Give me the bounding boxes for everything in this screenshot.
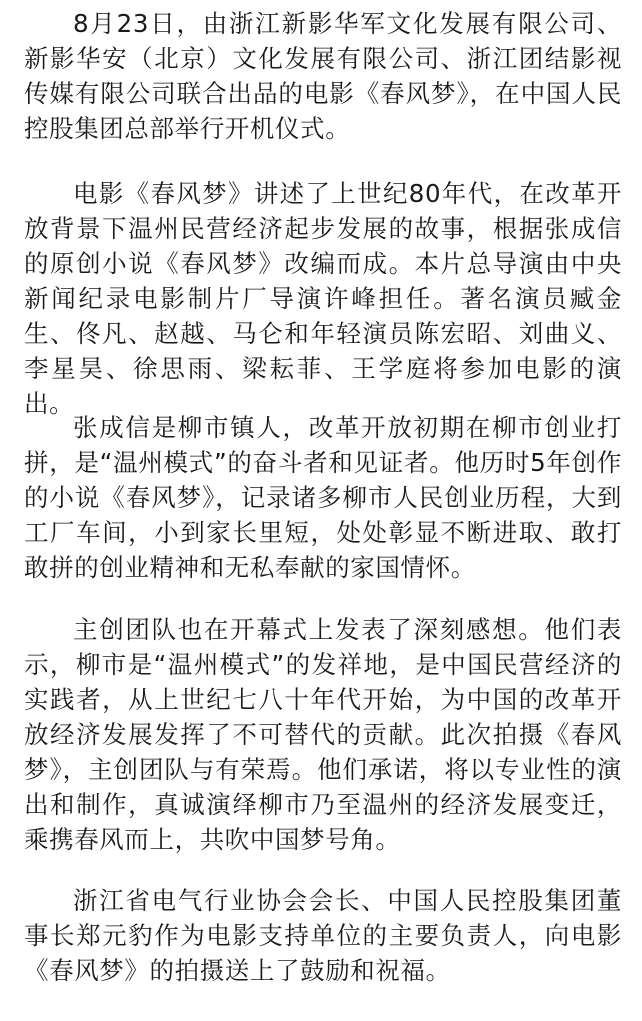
paragraph-crew-remarks: 主创团队也在开幕式上发表了深刻感想。他们表示，柳市是“温州模式”的发祥地，是中国民营经济的实践者，从上世纪七八十年代开始，为中国的改革开放经济发展发挥了不可替代的贡献。此次拍摄《春风梦》，主创团队与有荣焉。他们承诺，将以专业性的演出和制作，真诚演绎柳市乃至温州的经济发展变迁，乘携春风而上，共吹中国梦号角。 [24,615,622,854]
paragraph-author-background: 张成信是柳市镇人，改革开放初期在柳市创业打拼，是“温州模式”的奋斗者和见证者。他历时5年创作的小说《春风梦》，记录诸多柳市人民创业历程，大到工厂车间，小到家长里短，处处彰显不断进取、敢打敢拼的创业精神和无私奉献的家国情怀。 [24,413,622,582]
paragraph-support-blessing: 浙江省电气行业协会会长、中国人民控股集团董事长郑元豹作为电影支持单位的主要负责人，向电影《春风梦》的拍摄送上了鼓励和祝福。 [24,886,622,985]
paragraph-film-synopsis: 电影《春风梦》讲述了上世纪80年代，在改革开放背景下温州民营经济起步发展的故事，根据张成信的原创小说《春风梦》改编而成。本片总导演由中央新闻纪录电影制片厂导演许峰担任。著名演员臧金生、佟凡、赵越、马仑和年轻演员陈宏昭、刘曲义、李星昊、徐思雨、梁耘菲、王学庭将参加电影的演出。 [24,179,622,418]
paragraph-opening-ceremony: 8月23日，由浙江新影华军文化发展有限公司、新影华安（北京）文化发展有限公司、浙江团结影视传媒有限公司联合出品的电影《春风梦》，在中国人民控股集团总部举行开机仪式。 [24,9,622,143]
